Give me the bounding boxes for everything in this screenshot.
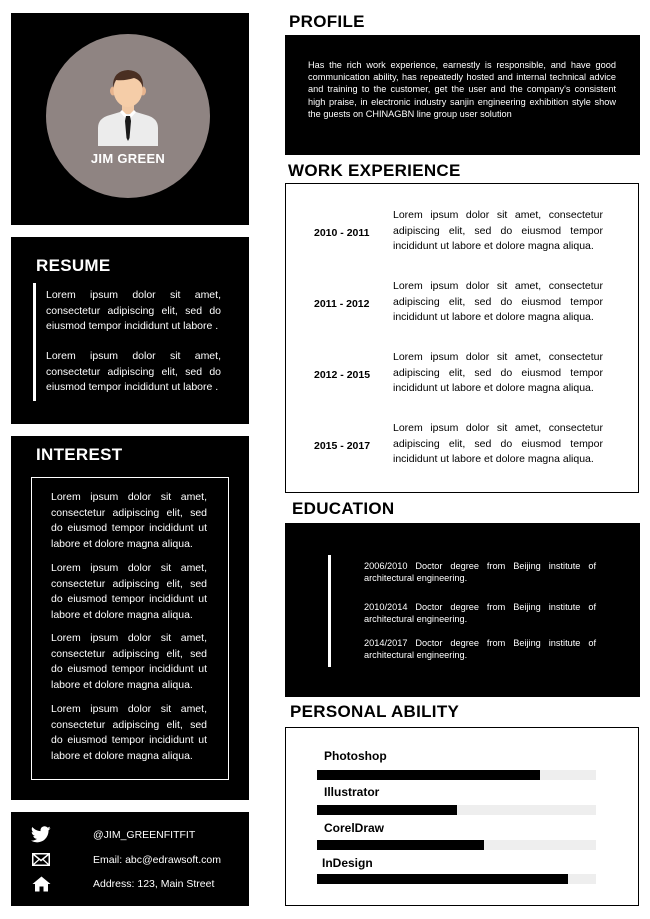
interest-paragraph: Lorem ipsum dolor sit amet, consectetur adipiscing elit, sed do eiusmod tempor incididunt ut labore et dolore magna aliqua. [51, 562, 207, 621]
interest-paragraph: Lorem ipsum dolor sit amet, consectetur adipiscing elit, sed do eiusmod tempor incididunt ut labore et dolore magna aliqua. [51, 703, 207, 762]
education-item: 2006/2010 Doctor degree from Beijing institute of architectural engineering. [364, 561, 596, 584]
resume-paragraph: Lorem ipsum dolor sit amet, consectetur adipiscing elit, sed do eiusmod tempor incididunt ut labore . [46, 289, 221, 332]
profile-name: JIM GREEN [90, 151, 166, 166]
education-panel [285, 523, 640, 697]
education-item: 2014/2017 Doctor degree from Beijing institute of architectural engineering. [364, 638, 596, 661]
job-description: Lorem ipsum dolor sit amet, consectetur adipiscing elit, sed do eiusmod tempor incididunt ut labore et dolore magna aliqua. [393, 422, 603, 465]
interest-card [11, 436, 249, 800]
skill-name: Illustrator [324, 785, 380, 799]
job-years: 2011 - 2012 [314, 298, 370, 310]
job-description: Lorem ipsum dolor sit amet, consectetur adipiscing elit, sed do eiusmod tempor incididunt ut labore et dolore magna aliqua. [393, 209, 603, 252]
skill-bar-fill [317, 805, 457, 815]
interest-heading: INTEREST [36, 445, 123, 464]
resume-accent-bar [33, 283, 36, 401]
skill-name: CorelDraw [324, 821, 385, 835]
job-description: Lorem ipsum dolor sit amet, consectetur adipiscing elit, sed do eiusmod tempor incididunt ut labore et dolore magna aliqua. [393, 280, 603, 323]
resume-card [11, 237, 249, 424]
profile-text: Has the rich work experience, earnestly is responsible, and have good communication ability, has repeatedly hosted and internal technical advice and training to the customer, get the user and the company's consistent high praise, in electronic industry sanjin engineering exhibition style show the guests on CHINAGBN line group user solution [308, 60, 616, 119]
skill-bar-fill [317, 770, 540, 780]
resume-paragraph: Lorem ipsum dolor sit amet, consectetur adipiscing elit, sed do eiusmod tempor incididunt ut labore . [46, 350, 221, 393]
education-item: 2010/2014 Doctor degree from Beijing institute of architectural engineering. [364, 602, 596, 625]
avatar [94, 66, 162, 148]
skill-track [317, 840, 596, 850]
contact-address: Address: 123, Main Street [93, 878, 215, 890]
mail-icon [32, 853, 50, 866]
education-heading: EDUCATION [292, 499, 395, 518]
skill-bar-fill [317, 840, 484, 850]
resume-heading: RESUME [36, 256, 111, 275]
interest-paragraph: Lorem ipsum dolor sit amet, consectetur adipiscing elit, sed do eiusmod tempor incididunt ut labore et dolore magna aliqua. [51, 632, 207, 691]
twitter-icon [31, 826, 51, 843]
skill-name: InDesign [322, 856, 373, 870]
interest-paragraph: Lorem ipsum dolor sit amet, consectetur adipiscing elit, sed do eiusmod tempor incididunt ut labore et dolore magna aliqua. [51, 491, 207, 550]
work-experience-heading: WORK EXPERIENCE [288, 161, 461, 180]
job-years: 2010 - 2011 [314, 227, 370, 239]
job-years: 2012 - 2015 [314, 369, 371, 381]
home-icon [32, 876, 51, 892]
personal-ability-panel [285, 727, 639, 906]
profile-card [11, 13, 249, 225]
skill-track [317, 770, 596, 780]
contact-card [11, 812, 249, 906]
personal-ability-heading: PERSONAL ABILITY [290, 702, 460, 721]
profile-panel [285, 35, 640, 155]
skill-bar-fill [317, 874, 568, 884]
job-years: 2015 - 2017 [314, 440, 371, 452]
profile-heading: PROFILE [289, 12, 365, 31]
work-experience-panel [285, 183, 639, 493]
contact-twitter: @JIM_GREENFITFIT [93, 829, 196, 841]
job-description: Lorem ipsum dolor sit amet, consectetur adipiscing elit, sed do eiusmod tempor incididunt ut labore et dolore magna aliqua. [393, 351, 603, 394]
skill-track [317, 805, 596, 815]
skill-name: Photoshop [324, 749, 387, 763]
education-accent-bar [328, 555, 331, 667]
skill-track [317, 874, 596, 884]
contact-email: Email: abc@edrawsoft.com [93, 854, 221, 866]
